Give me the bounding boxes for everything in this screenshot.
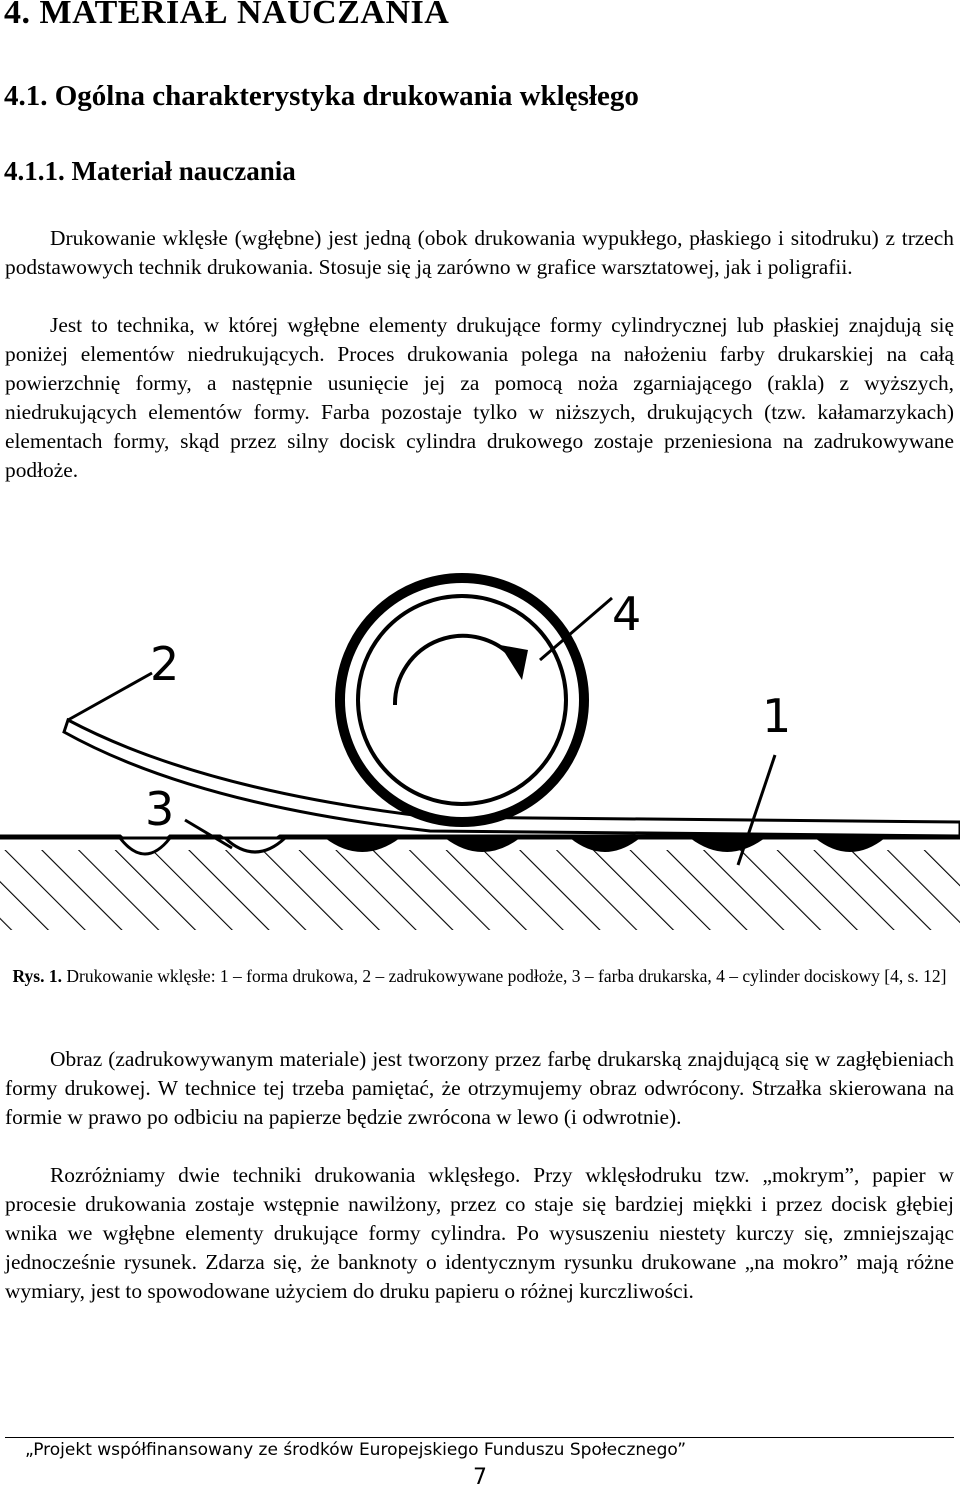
label-3: 3 xyxy=(145,782,175,836)
caption-label: Rys. 1. xyxy=(12,966,62,986)
paragraph-image: Obraz (zadrukowywanym materiale) jest tworzony przez farbę drukarską znajdującą się w zagłębieniach formy drukowej. W technice tej trzeba pamiętać, że otrzymujemy obraz odwrócony. Strzałka skierowana na formie w prawo po odbiciu na papierze będzie zwrócona w lewo (i odwrotnie). xyxy=(5,1047,954,1129)
chapter-heading: 4. MATERIAŁ NAUCZANIA xyxy=(4,0,450,31)
label-1: 1 xyxy=(762,689,792,743)
section-heading: 4.1. Ogólna charakterystyka drukowania wklęsłego xyxy=(4,80,639,112)
page-number: 7 xyxy=(473,1465,487,1490)
footer-divider xyxy=(5,1437,954,1438)
impression-cylinder xyxy=(340,578,584,822)
subsection-heading: 4.1.1. Materiał nauczania xyxy=(4,156,296,186)
intaglio-printing-diagram xyxy=(0,540,960,935)
paragraph-techniques: Rozróżniamy dwie techniki drukowania wklęsłego. Przy wklęsłodruku tzw. „mokrym”, papier w procesie drukowania zostaje wstępnie nawilżony, przez co staje się bardziej miękki i przez docisk głębiej wnika we wgłębne elementy drukujące formy cylindra. Po wysuszeniu niestety kurczy się, zmniejszając jednocześnie rysunek. Zdarza się, że banknoty o identycznym rysunku drukowane „na mokro” mają różne wymiary, jest to spowodowane użyciem do druku papieru o różnej kurczliwości. xyxy=(5,1163,954,1303)
footer-project: „Projekt współfinansowany ze środków Europejskiego Funduszu Społecznego” xyxy=(25,1440,687,1460)
paragraph-technique: Jest to technika, w której wgłębne elementy drukujące formy cylindrycznej lub płaskiej znajdują się poniżej elementów niedrukujących. Proces drukowania polega na nałożeniu farby drukarskiej na całą powierzchnię formy, a następnie usunięcie jej za pomocą noża zgarniającego (rakla) z wyższych, niedrukujących elementów formy. Farba pozostaje tylko w niższych, drukujących (tzw. kałamarzykach) elementach formy, skąd przez silny docisk cylindra drukowego zostaje przeniesiona na zadrukowywane podłoże. xyxy=(5,313,954,482)
label-4: 4 xyxy=(612,587,642,641)
caption-text: Drukowanie wklęsłe: 1 – forma drukowa, 2 – zadrukowywane podłoże, 3 – farba drukarska, 4 – cylinder dociskowy [4, s. 12] xyxy=(66,966,947,986)
paragraph-intro: Drukowanie wklęsłe (wgłębne) jest jedną (obok drukowania wypukłego, płaskiego i sitodruku) z trzech podstawowych technik drukowania. Stosuje się ją zarówno w grafice warsztatowej, jak i poligrafii. xyxy=(5,226,954,279)
figure-caption xyxy=(5,963,954,989)
label-2: 2 xyxy=(150,637,180,691)
